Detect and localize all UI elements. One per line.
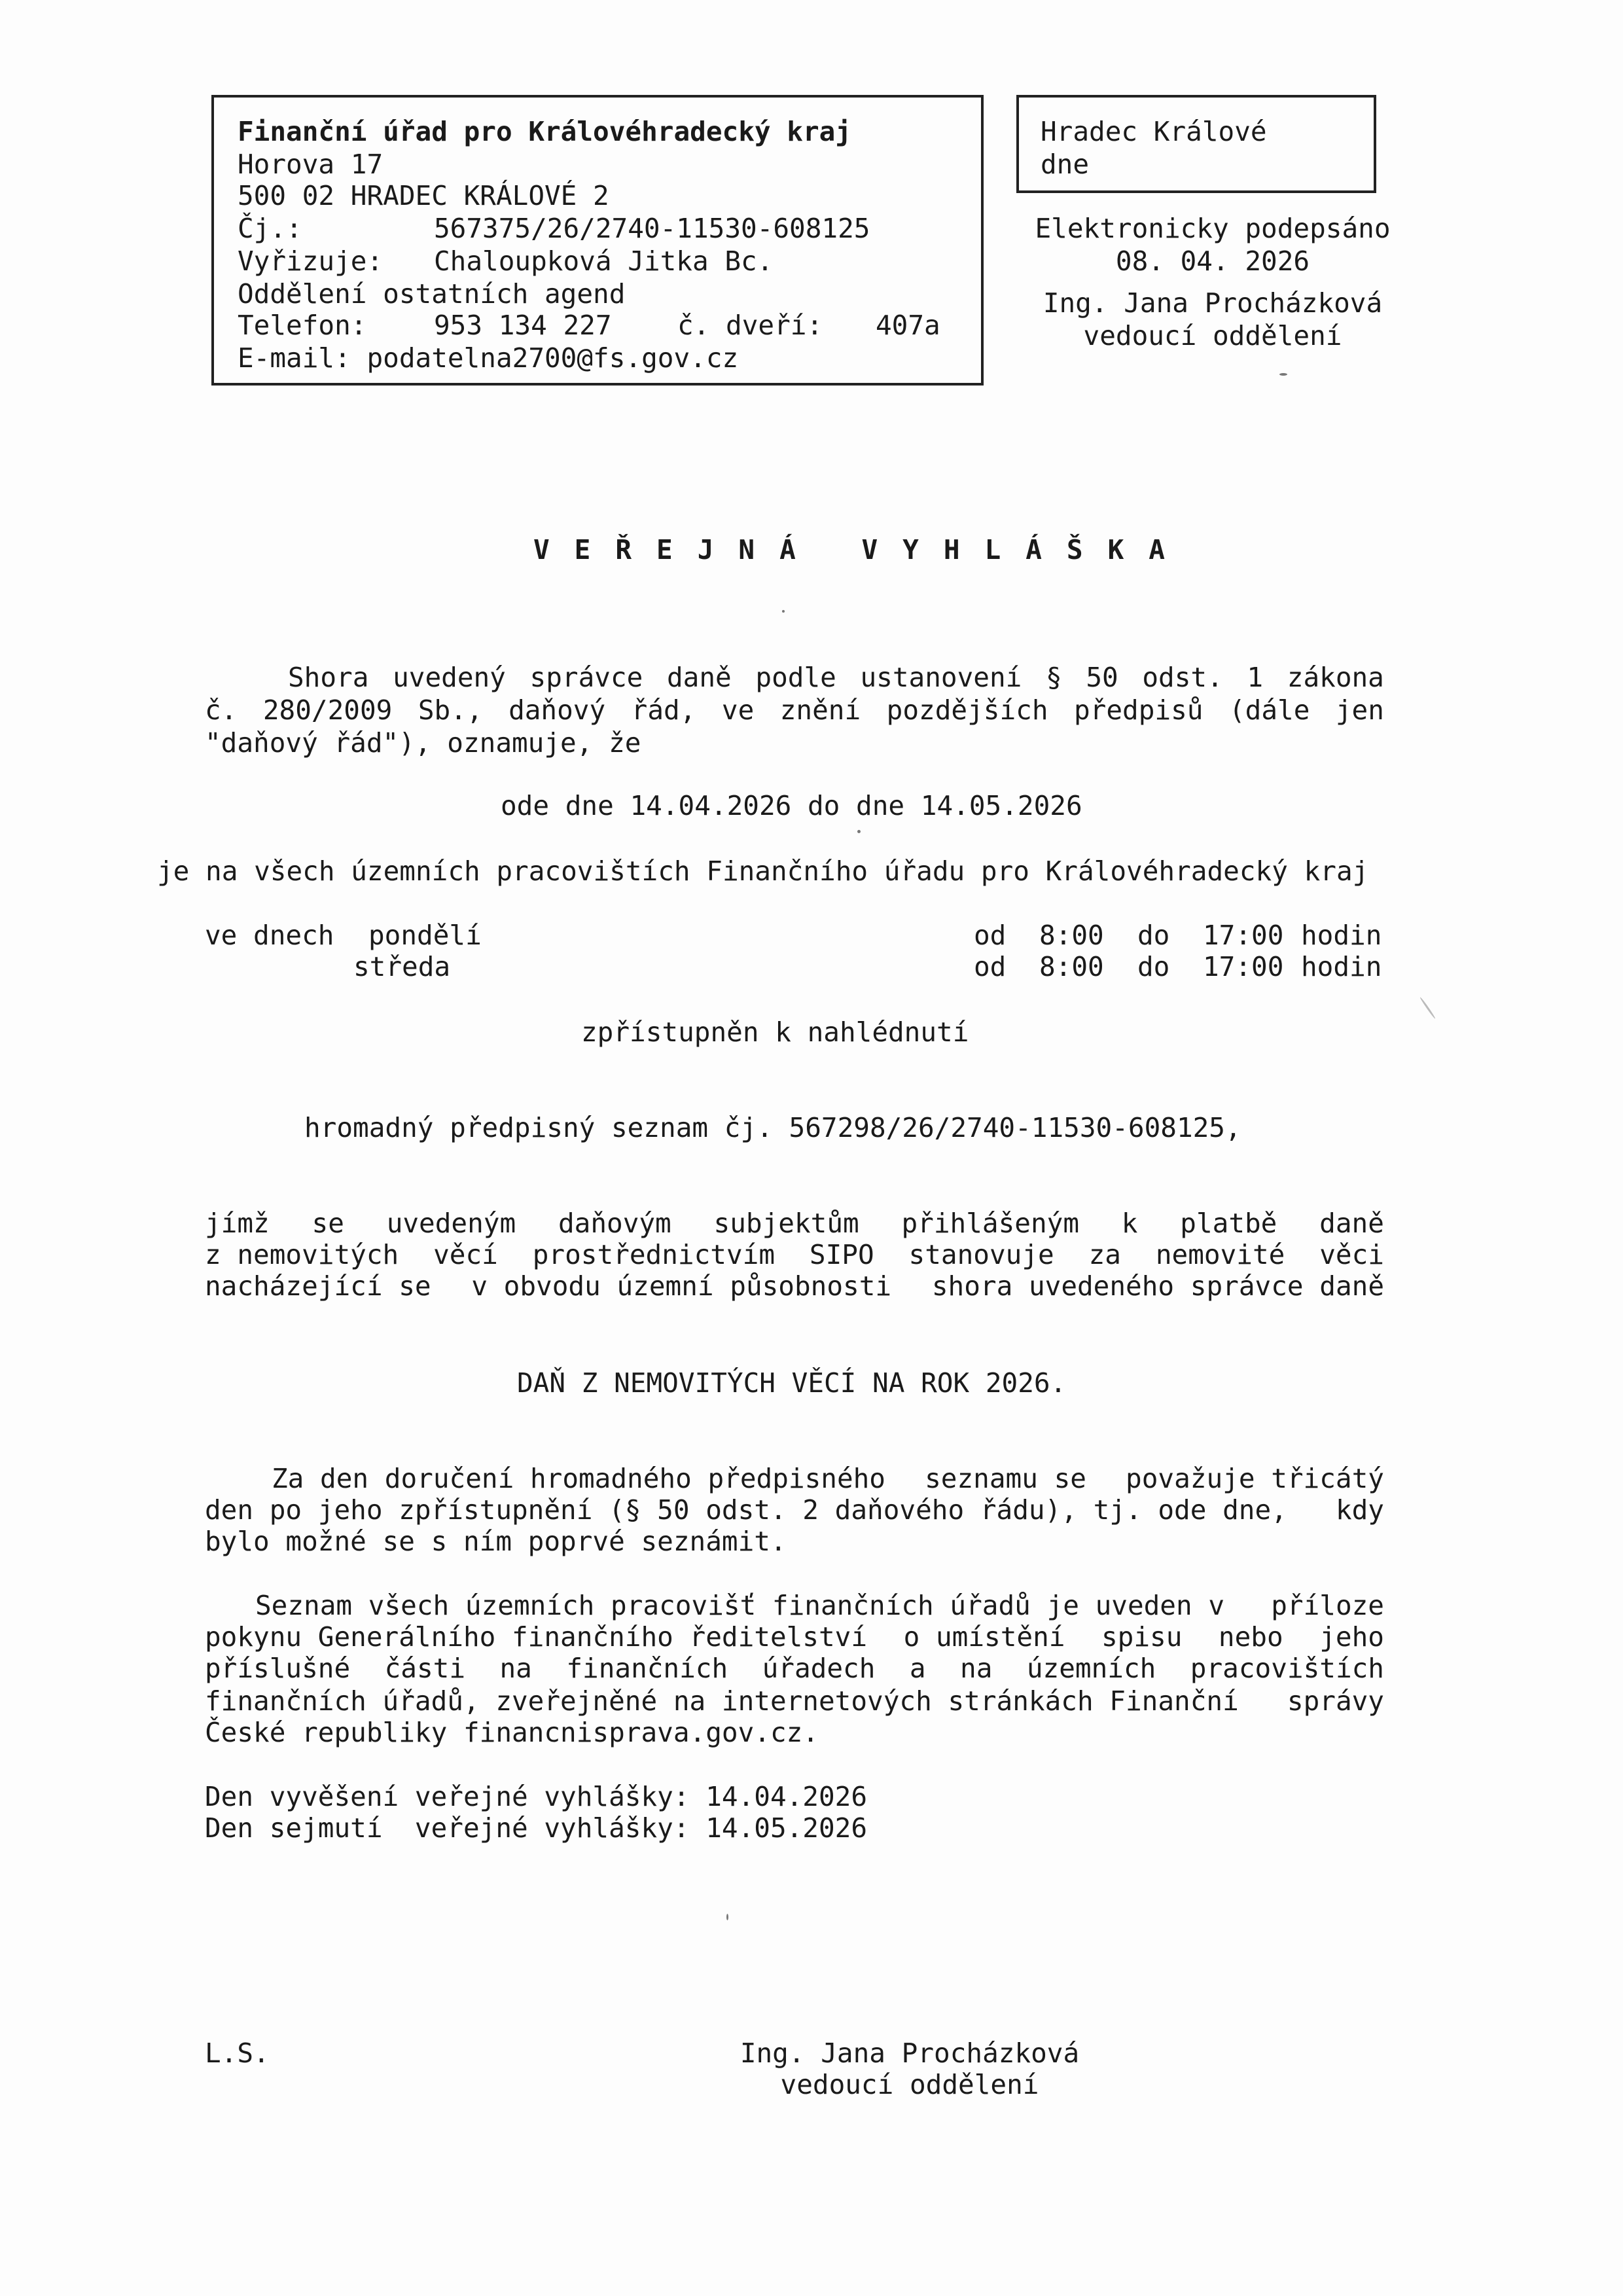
hours-from-label-2: od [974,951,1007,982]
word: příslušné [205,1653,351,1684]
esign-role: vedoucí oddělení [1083,320,1342,351]
tax-heading: DAŇ Z NEMOVITÝCH VĚCÍ NA ROK 2026. [517,1367,1067,1399]
word: pracovištích [1190,1653,1384,1684]
word: daňový [508,694,606,726]
hours-unit-2: hodin [1301,951,1382,982]
scan-speck [782,610,785,613]
body1-line-3 [205,1270,1384,1302]
word: uvedeným [386,1208,516,1239]
hours-from-2: 8:00 [1039,951,1104,982]
word: nemovité [1155,1239,1285,1270]
word: den po jeho zpřístupnění (§ 50 odst. 2 daňového řádu), tj. ode dne, [205,1494,1287,1526]
made-available: zpřístupněn k nahlédnutí [581,1016,969,1048]
word: prostřednictvím [532,1239,776,1270]
hours-unit-1: hodin [1301,920,1382,951]
word: věcí [433,1239,498,1270]
word: § [1045,662,1062,693]
scan-speck [1279,373,1287,376]
word: jímž [205,1208,270,1239]
word: znění [779,694,861,726]
workplaces: je na všech územních pracovištích Finančního úřadu pro Královéhradecký kraj [157,855,1369,887]
word: přihlášeným [901,1208,1080,1239]
intro-line-2 [205,694,1384,726]
body3-line-4 [205,1685,1384,1717]
word: daně [1319,1208,1384,1239]
office-name: Finanční úřad pro Královéhradecký kraj [238,116,851,147]
word: pokynu Generálního finančního ředitelství [205,1621,868,1653]
body3-line-1 [255,1589,1384,1622]
body2-line-3: bylo možné se s ním poprvé seznámit. [205,1526,787,1557]
body3-line-3 [205,1652,1384,1685]
word: správce [529,662,643,693]
esign-date: 08. 04. 2026 [1115,245,1310,277]
word: správy [1287,1685,1384,1717]
word: na [960,1653,993,1684]
footer-role: vedoucí oddělení [780,2069,1039,2100]
word: shora uvedeného správce daně [931,1270,1384,1302]
word: č. [205,694,238,726]
word: považuje třicátý [1126,1463,1384,1494]
word: se [312,1208,344,1239]
word: SIPO [809,1239,874,1270]
word: a [909,1653,926,1684]
door-value: 407a [876,310,940,341]
removed-date: Den sejmutí veřejné vyhlášky: 14.05.2026 [205,1812,868,1844]
word: finančních úřadů, zveřejněné na internetových stránkách Finanční [205,1685,1239,1717]
document-title: VEŘEJNÁ VYHLÁŠKA [533,534,1190,565]
hours-to-2: 17:00 [1203,951,1284,982]
word: seznamu se [925,1463,1086,1494]
word: ustanovení [860,662,1022,693]
word: věci [1319,1239,1384,1270]
word: stanovuje [908,1239,1054,1270]
word: daňovým [558,1208,671,1239]
word: úřadech [762,1653,876,1684]
vyrizuje-label: Vyřizuje: [238,245,383,277]
word: 50 [1086,662,1118,693]
word: ve [721,694,755,726]
word: Za den doručení hromadného předpisného [272,1463,885,1494]
word: zákona [1287,662,1384,693]
word: řád, [631,694,696,726]
word: jen [1335,694,1384,726]
word: spisu [1101,1621,1183,1653]
word: o umístění [903,1621,1065,1653]
word: nebo [1218,1621,1283,1653]
door-label: č. dveří: [677,310,823,341]
word: jeho [1319,1621,1384,1653]
vyrizuje-value: Chaloupková Jitka Bc. [434,245,774,277]
word: za [1088,1239,1121,1270]
body3-line-5: České republiky financnisprava.gov.cz. [205,1717,819,1748]
intro-line-1 [288,661,1384,694]
word: z nemovitých [205,1239,399,1270]
word: 1 [1247,662,1264,693]
body1-line-2 [205,1238,1384,1271]
hours-day-2: středa [353,951,451,982]
word: územních [1026,1653,1156,1684]
department: Oddělení ostatních agend [238,278,626,310]
word: finančních [566,1653,728,1684]
word: daně [666,662,732,693]
place: Hradec Králové [1041,116,1267,147]
word: části [384,1653,466,1684]
word: na [499,1653,532,1684]
word: Sb., [418,694,483,726]
word: subjektům [713,1208,859,1239]
email: E-mail: podatelna2700@fs.gov.cz [238,342,739,374]
word: odst. [1142,662,1223,693]
scan-speck [1419,997,1436,1019]
body2-line-1 [272,1462,1384,1495]
word: v obvodu územní působnosti [471,1270,892,1302]
footer-name: Ing. Jana Procházková [740,2037,1080,2069]
office-street: Horova 17 [238,149,383,180]
period: ode dne 14.04.2026 do dne 14.05.2026 [501,790,1082,821]
list-reference: hromadný předpisný seznam čj. 567298/26/2740-11530-608125, [304,1112,1241,1143]
hours-to-1: 17:00 [1203,920,1284,951]
word: 280/2009 [262,694,393,726]
hours-day-1: pondělí [368,920,482,951]
body2-line-2 [205,1494,1384,1526]
word: k [1121,1208,1138,1239]
word: (dále [1228,694,1310,726]
office-city: 500 02 HRADEC KRÁLOVÉ 2 [238,180,609,211]
word: pozdějších [886,694,1048,726]
posted-date: Den vyvěšení veřejné vyhlášky: 14.04.2026 [205,1781,868,1812]
word: Seznam všech územních pracovišť finančních úřadů je uveden v [255,1590,1225,1621]
word: uvedený [393,662,506,693]
date-label: dne [1041,149,1090,180]
hours-to-label-1: do [1137,920,1170,951]
hours-from-1: 8:00 [1039,920,1104,951]
phone-value: 953 134 227 [434,310,612,341]
hours-from-label-1: od [974,920,1007,951]
body3-line-2 [205,1621,1384,1653]
word: Shora [288,662,369,693]
cj-value: 567375/26/2740-11530-608125 [434,213,870,244]
phone-label: Telefon: [238,310,367,341]
word: nacházející se [205,1270,431,1302]
body1-line-1 [205,1207,1384,1240]
word: předpisů [1073,694,1204,726]
word: kdy [1335,1494,1384,1526]
word: příloze [1271,1590,1384,1621]
intro-line-3: "daňový řád"), oznamuje, že [205,727,641,759]
scan-speck [726,1914,728,1920]
hours-to-label-2: do [1137,951,1170,982]
word: podle [755,662,836,693]
esign-line: Elektronicky podepsáno [1035,213,1391,244]
cj-label: Čj.: [238,213,302,244]
hours-prefix: ve dnech [205,920,334,951]
scan-speck [857,830,861,833]
esign-name: Ing. Jana Procházková [1043,287,1383,319]
ls-mark: L.S. [205,2037,270,2069]
word: platbě [1180,1208,1277,1239]
